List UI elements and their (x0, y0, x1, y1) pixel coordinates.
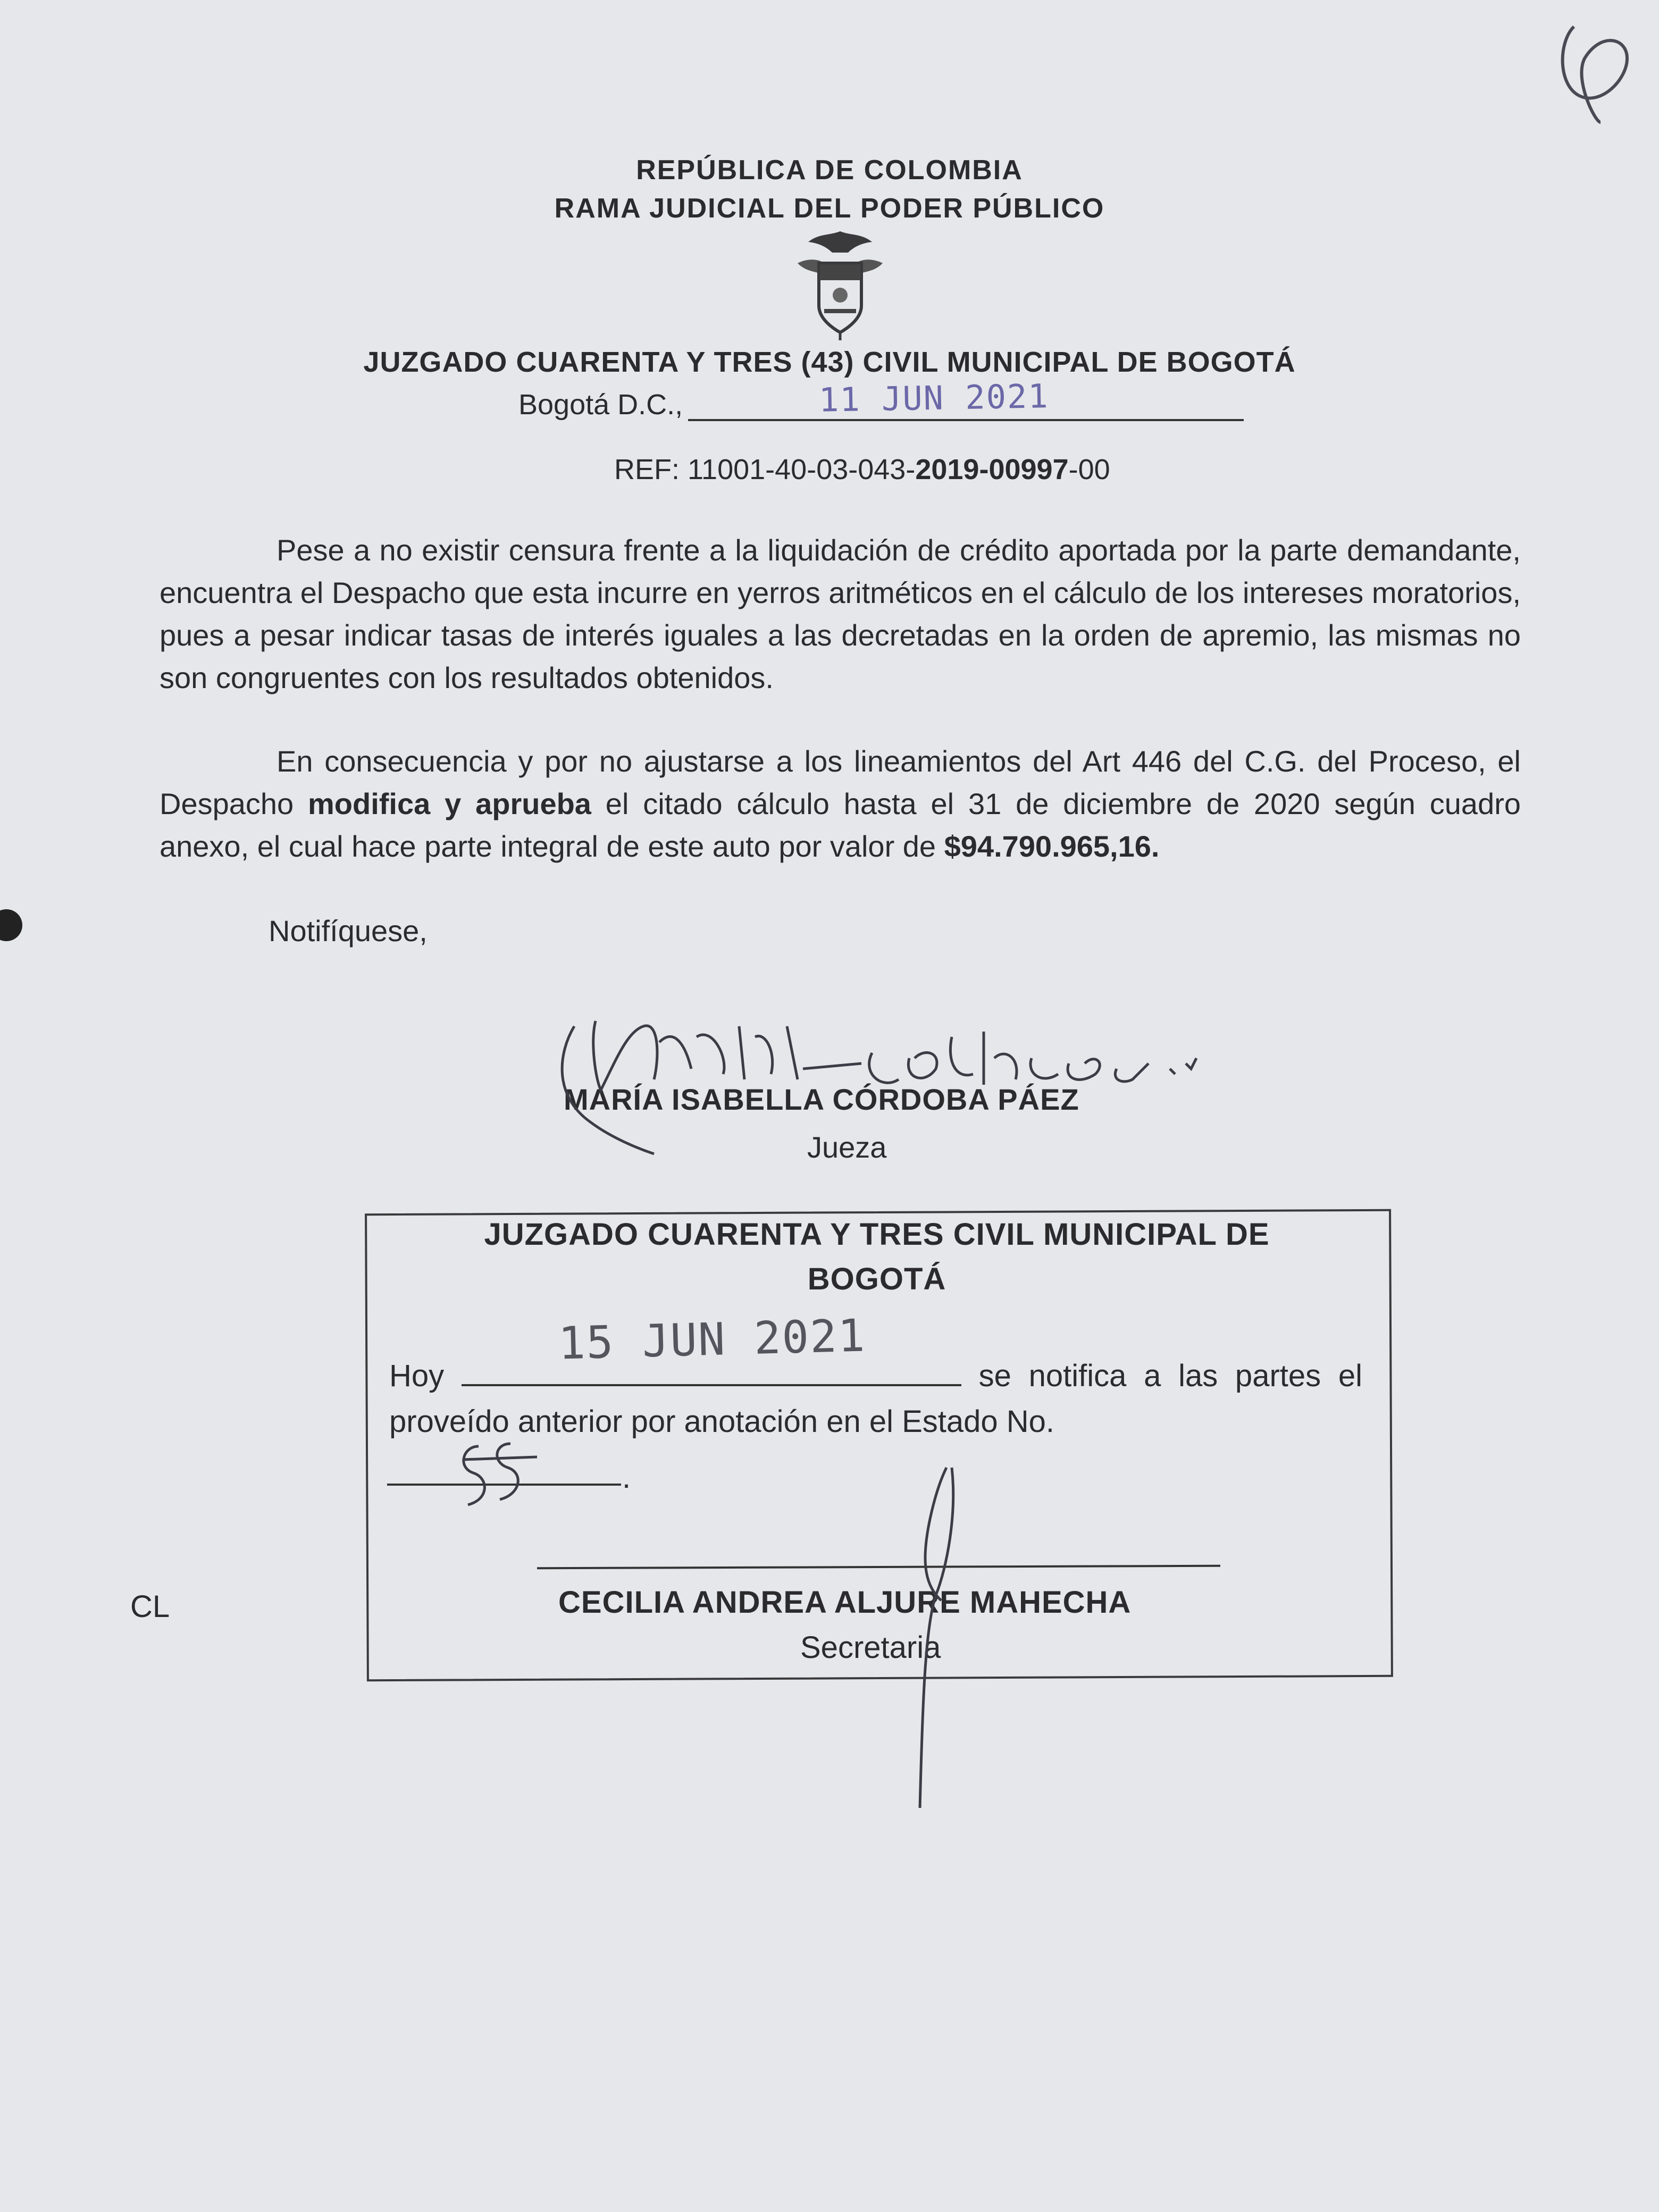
amount-value: $94.790.965,16. (944, 830, 1160, 863)
estado-period: . (622, 1460, 631, 1495)
judge-name: MARÍA ISABELLA CÓRDOBA PÁEZ (564, 1083, 1079, 1116)
notice-body: se notifica a las partes el proveído anterior por anotación en el Estado No. (389, 1359, 1363, 1439)
ink-blot-icon (0, 909, 22, 941)
paragraph-2 (160, 740, 1521, 868)
header-line-2: RAMA JUDICIAL DEL PODER PÚBLICO (554, 193, 1105, 224)
estado-underline (387, 1484, 621, 1486)
hoy-label: Hoy (389, 1359, 445, 1393)
hoy-underline (462, 1356, 961, 1386)
date-label: Bogotá D.C., (518, 389, 683, 421)
judge-role: Jueza (807, 1130, 887, 1164)
reference-prefix: REF: 11001-40-03-043- (614, 454, 916, 485)
notice-date-stamp: 15 JUN 2021 (557, 1309, 867, 1370)
date-stamp: 11 JUN 2021 (818, 376, 1050, 420)
corner-mark-icon (1563, 27, 1627, 122)
notice-title-line-2: BOGOTÁ (807, 1262, 946, 1296)
secretary-name: CECILIA ANDREA ALJURE MAHECHA (558, 1585, 1132, 1620)
paragraph-1: Pese a no existir censura frente a la liquidación de crédito aportada por la parte demandante, encuentra el Despacho que esta incurre en yerros aritméticos en el cálculo de los intereses moratorios, pues a pesar indicar tasas de interés iguales a las decretadas en la orden de apremio, las mismas no son congruentes con los resultados obtenidos. (160, 533, 1521, 694)
paragraph-2-bold-1: modifica y aprueba (308, 787, 591, 820)
notice-text (389, 1353, 1362, 1445)
coat-of-arms-icon (787, 226, 893, 343)
secretary-role: Secretaria (800, 1630, 941, 1665)
header-line-1: REPÚBLICA DE COLOMBIA (636, 155, 1023, 186)
closing-text: Notifíquese, (269, 914, 428, 948)
paragraph-2-part-1: En consecuencia y por no ajustarse a los lineamientos del Art 446 del C.G. del Proceso, el Despacho (160, 744, 1521, 820)
reference-suffix: -00 (1068, 454, 1110, 485)
notice-box-title (366, 1212, 1388, 1302)
reference-number (614, 453, 1110, 486)
reference-number-bold: 2019-00997 (915, 454, 1069, 485)
paragraph-2-part-2: el citado cálculo hasta el 31 de diciembre de 2020 según cuadro anexo, el cual hace parte integral de este auto por valor de (160, 787, 1521, 863)
initials: CL (130, 1589, 170, 1624)
notice-title-line-1: JUZGADO CUARENTA Y TRES CIVIL MUNICIPAL DE (484, 1217, 1270, 1252)
court-name: JUZGADO CUARENTA Y TRES (43) CIVIL MUNICIPAL DE BOGOTÁ (363, 346, 1296, 378)
